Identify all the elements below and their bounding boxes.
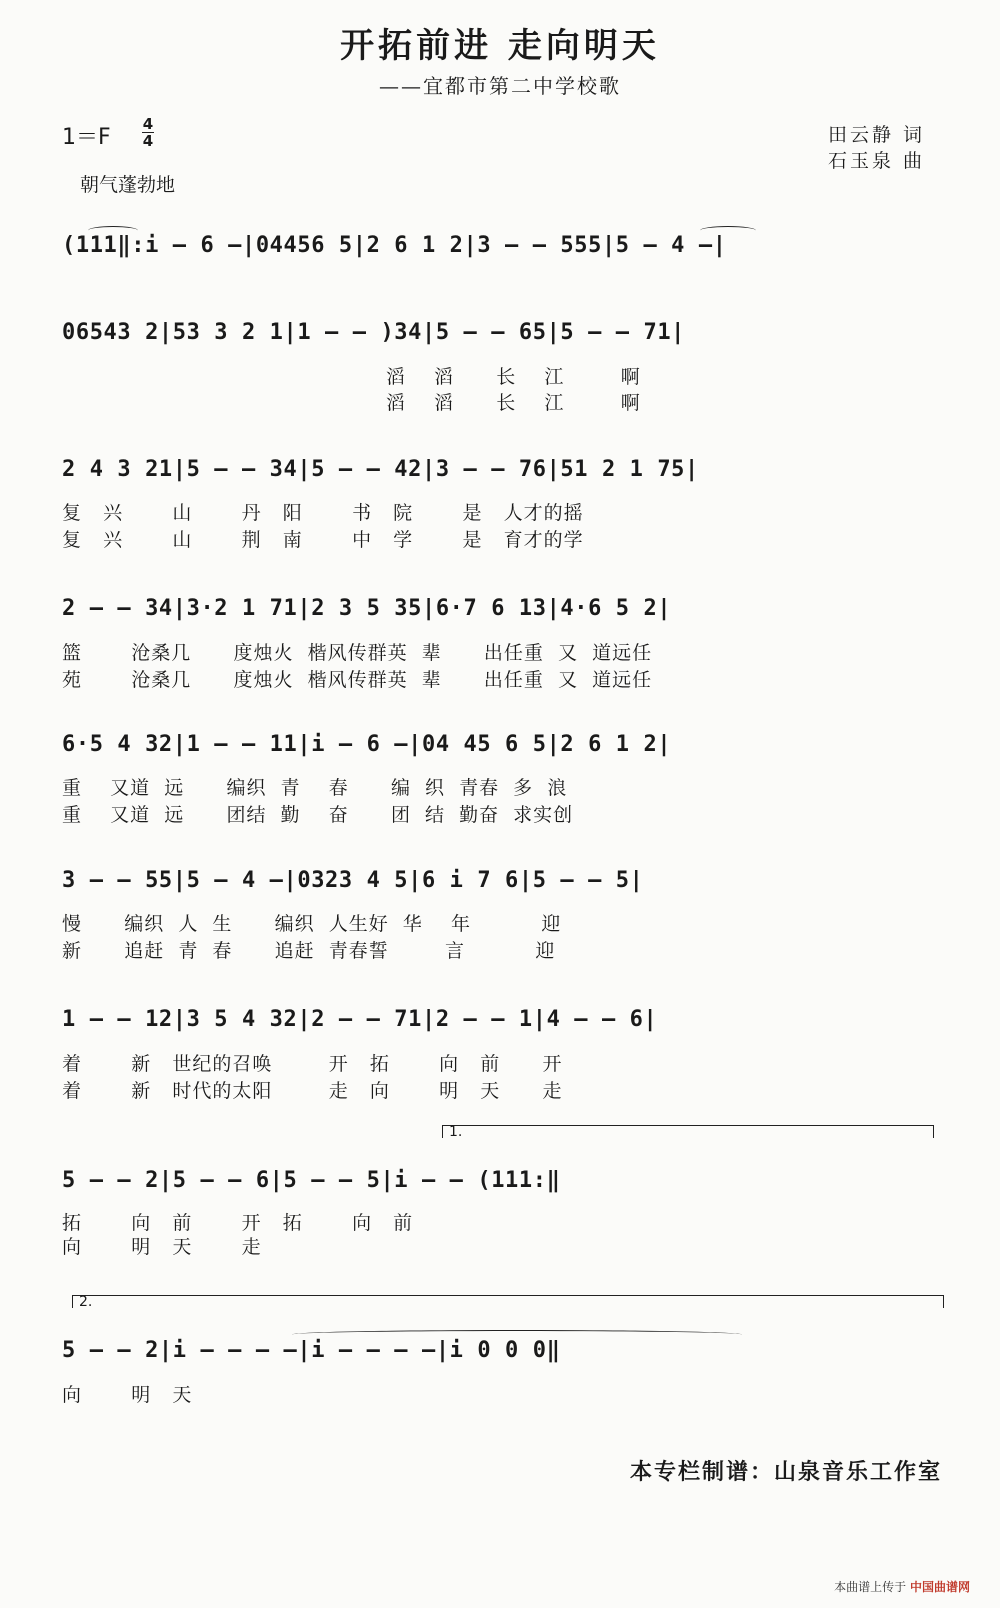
lyric-line-8a: 拓 向 前 开 拓 向 前 (62, 1212, 414, 1234)
time-signature-top: 4 (142, 115, 154, 133)
tie-slur (292, 1330, 742, 1339)
lyricist-credit: 田云静 词 (828, 124, 926, 146)
lyric-line-8b: 向 明 天 走 (62, 1236, 262, 1258)
lyric-line-2a: 滔 滔 长 江 啊 (62, 366, 641, 388)
lyric-line-4a: 篮 沧桑几 度烛火 楷风传群英 辈 出任重 又 道远任 (62, 642, 653, 664)
composer-credit: 石玉泉 曲 (828, 150, 926, 172)
lyric-line-7a: 着 新 世纪的召唤 开 拓 向 前 开 (62, 1053, 563, 1075)
triplet-slur (700, 226, 756, 235)
lyric-line-9a: 向 明 天 (62, 1384, 193, 1406)
watermark-brand: 中国曲谱网 (909, 1580, 970, 1594)
lyric-line-7b: 着 新 时代的太阳 走 向 明 天 走 (62, 1080, 563, 1102)
lyric-line-2b: 滔 滔 长 江 啊 (62, 392, 641, 414)
lyric-line-4b: 苑 沧桑几 度烛火 楷风传群英 辈 出任重 又 道远任 (62, 669, 653, 691)
time-signature-bottom: 4 (142, 132, 154, 150)
lyric-line-6b: 新 追赶 青 春 追赶 青春誓 言 迎 (62, 940, 556, 962)
lyric-line-5a: 重 又道 远 编织 青 春 编 织 青春 多 浪 (62, 777, 568, 799)
notation-line-6: 3 – – 55|5 – 4 –|0323 4 5|6 i 7 6|5 – – 5| (62, 868, 644, 893)
notation-line-5: 6·5 4 32|1 – – 11|i – 6 –|04 45 6 5|2 6 1 2| (62, 732, 672, 757)
notation-line-8: 5 – – 2|5 – – 6|5 – – 5|i – – (111:‖ (62, 1168, 561, 1193)
notation-line-1: (111‖:i – 6 –|04456 5|2 6 1 2|3 – – 555|5 – 4 –| (62, 233, 727, 258)
site-watermark (834, 1578, 970, 1595)
watermark-text: 本曲谱上传于 (834, 1580, 907, 1594)
first-ending-label: 1. (449, 1124, 463, 1140)
first-ending-bracket (442, 1125, 934, 1138)
tempo-marking: 朝气蓬勃地 (80, 174, 176, 196)
second-ending-label: 2. (79, 1294, 93, 1310)
second-ending-bracket (72, 1295, 944, 1308)
lyric-line-6a: 慢 编织 人 生 编织 人生好 华 年 迎 (62, 913, 562, 935)
key-signature: 1＝F (62, 125, 111, 150)
lyric-line-3a: 复 兴 山 丹 阳 书 院 是 人才的摇 (62, 502, 584, 524)
notation-line-4: 2 – – 34|3·2 1 71|2 3 5 35|6·7 6 13|4·6 5 2| (62, 596, 672, 621)
song-title: 开拓前进 走向明天 (340, 26, 660, 66)
notation-line-2: 06543 2|53 3 2 1|1 – – )34|5 – – 65|5 – – 71| (62, 320, 686, 345)
notation-line-9: 5 – – 2|i – – – –|i – – – –|i 0 0 0‖ (62, 1338, 561, 1363)
song-subtitle: ——宜都市第二中学校歌 (379, 74, 621, 98)
notation-line-3: 2 4 3 21|5 – – 34|5 – – 42|3 – – 76|51 2 1 75| (62, 457, 699, 482)
triplet-slur (88, 226, 138, 235)
transcription-credit: 本专栏制谱：山泉音乐工作室 (629, 1459, 942, 1485)
notation-line-7: 1 – – 12|3 5 4 32|2 – – 71|2 – – 1|4 – – 6| (62, 1007, 658, 1032)
time-signature (142, 117, 154, 148)
lyric-line-5b: 重 又道 远 团结 勤 奋 团 结 勤奋 求实创 (62, 804, 574, 826)
lyric-line-3b: 复 兴 山 荆 南 中 学 是 育才的学 (62, 529, 584, 551)
